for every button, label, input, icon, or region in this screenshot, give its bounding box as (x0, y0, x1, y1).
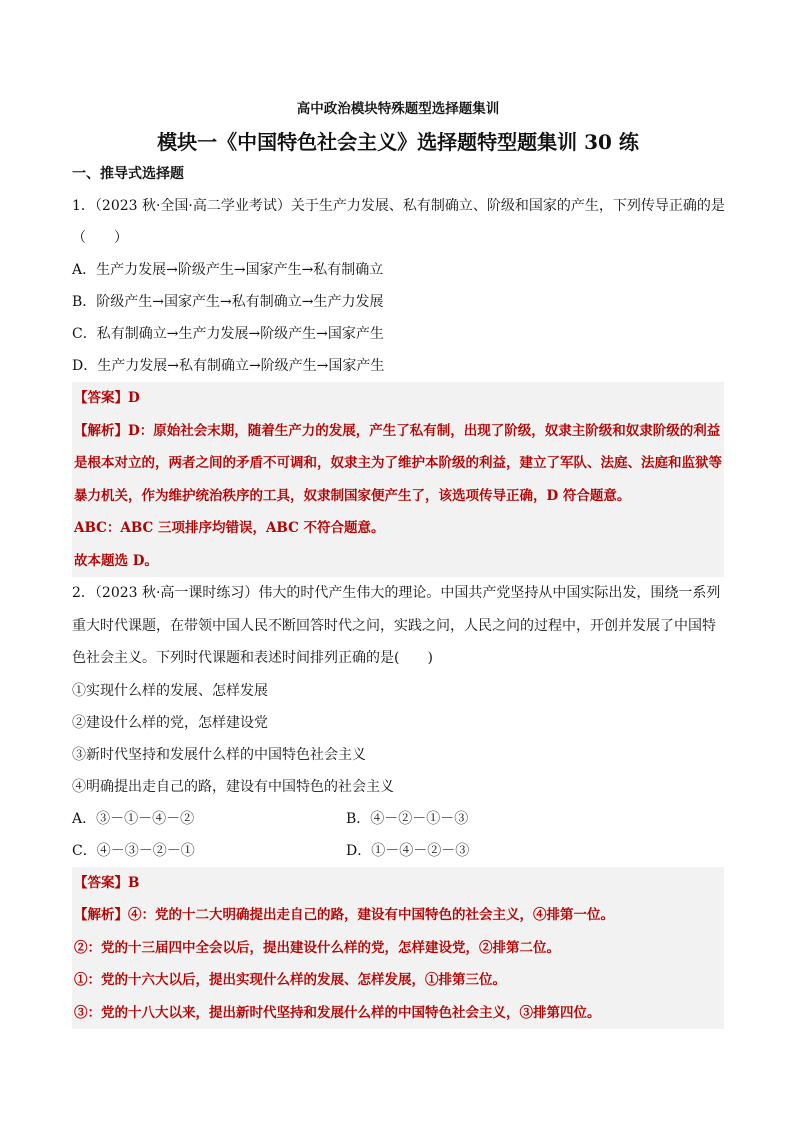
question-2 (72, 577, 724, 1029)
question-2-item-2: ②建设什么样的党，怎样建设党 (72, 714, 268, 731)
question-2-answer-block (72, 867, 724, 1030)
question-1-option-c: C．私有制确立→生产力发展→阶级产生→国家产生 (72, 326, 384, 342)
question-1-option-a: A．生产力发展→阶级产生→国家产生→私有制确立 (72, 262, 384, 278)
question-2-answer: 【答案】B (74, 874, 140, 891)
section-heading: 一、推导式选择题 (72, 166, 184, 182)
question-2-item-3: ③新时代坚持和发展什么样的中国特色社会主义 (72, 746, 366, 763)
question-1-answer: 【答案】D (74, 390, 140, 406)
question-1-conclusion: 故本题选 D。 (74, 552, 158, 569)
page-content (72, 98, 724, 1029)
question-2-option-d: D．①－④－②－③ (346, 842, 470, 859)
question-2-option-b: B．④－②－①－③ (346, 810, 469, 827)
question-2-item-4: ④明确提出走自己的路，建设有中国特色的社会主义 (72, 778, 394, 795)
question-1-stem-blank: （ ） (72, 230, 128, 246)
document-super-title: 高中政治模块特殊题型选择题集训 (296, 101, 500, 117)
question-2-item-1: ①实现什么样的发展、怎样发展 (72, 682, 268, 699)
question-1 (72, 190, 724, 577)
question-2-option-a: A．③－①－④－② (72, 810, 195, 827)
question-2-options-row-2 (72, 835, 724, 867)
question-2-analysis-line-1: 【解析】④：党的十二大明确提出走自己的路，建设有中国特色的社会主义，④排第一位。 (74, 907, 614, 923)
question-1-stem: 1．（2023 秋·全国·高二学业考试）关于生产力发展、私有制确立、阶级和国家的产生，下列传导正确的是 (72, 198, 725, 214)
question-2-options-row-1 (72, 803, 724, 835)
document-main-title: 模块一《中国特色社会主义》选择题特型题集训 30 练 (157, 130, 639, 154)
question-2-option-c: C．④－③－②－① (72, 842, 195, 859)
question-1-answer-block (72, 382, 724, 577)
question-1-analysis-abc: ABC：ABC 三项排序均错误，ABC 不符合题意。 (74, 520, 385, 536)
question-1-option-d: D．生产力发展→私有制确立→阶级产生→国家产生 (72, 358, 385, 374)
question-1-analysis: 【解析】D：原始社会末期，随着生产力的发展，产生了私有制，出现了阶级，奴隶主阶级和奴隶阶级的利益是根本对立的，两者之间的矛盾不可调和，奴隶主为了维护本阶级的利益，建立了军队、法庭、法庭和监狱等暴力机关，作为维护统治秩序的工具，奴隶制国家便产生了，该选项传导正确，D 符合题意。 (74, 422, 722, 504)
question-2-analysis-line-3: ①：党的十六大以后，提出实现什么样的发展、怎样发展，①排第三位。 (74, 972, 506, 988)
question-2-analysis-line-4: ③：党的十八大以来，提出新时代坚持和发展什么样的中国特色社会主义，③排第四位。 (74, 1004, 601, 1021)
question-2-stem: 2．（2023 秋·高一课时练习）伟大的时代产生伟大的理论。中国共产党坚持从中国实际出发，围绕一系列重大时代课题，在带领中国人民不断回答时代之问，实践之问，人民之问的过程中，开创并发展了中国特色社会主义。下列时代课题和表述时间排列正确的是( ) (72, 585, 721, 666)
question-2-analysis-line-2: ②：党的十三届四中全会以后，提出建设什么样的党，怎样建设党，②排第二位。 (74, 939, 560, 956)
question-1-option-b: B．阶级产生→国家产生→私有制确立→生产力发展 (72, 294, 384, 310)
